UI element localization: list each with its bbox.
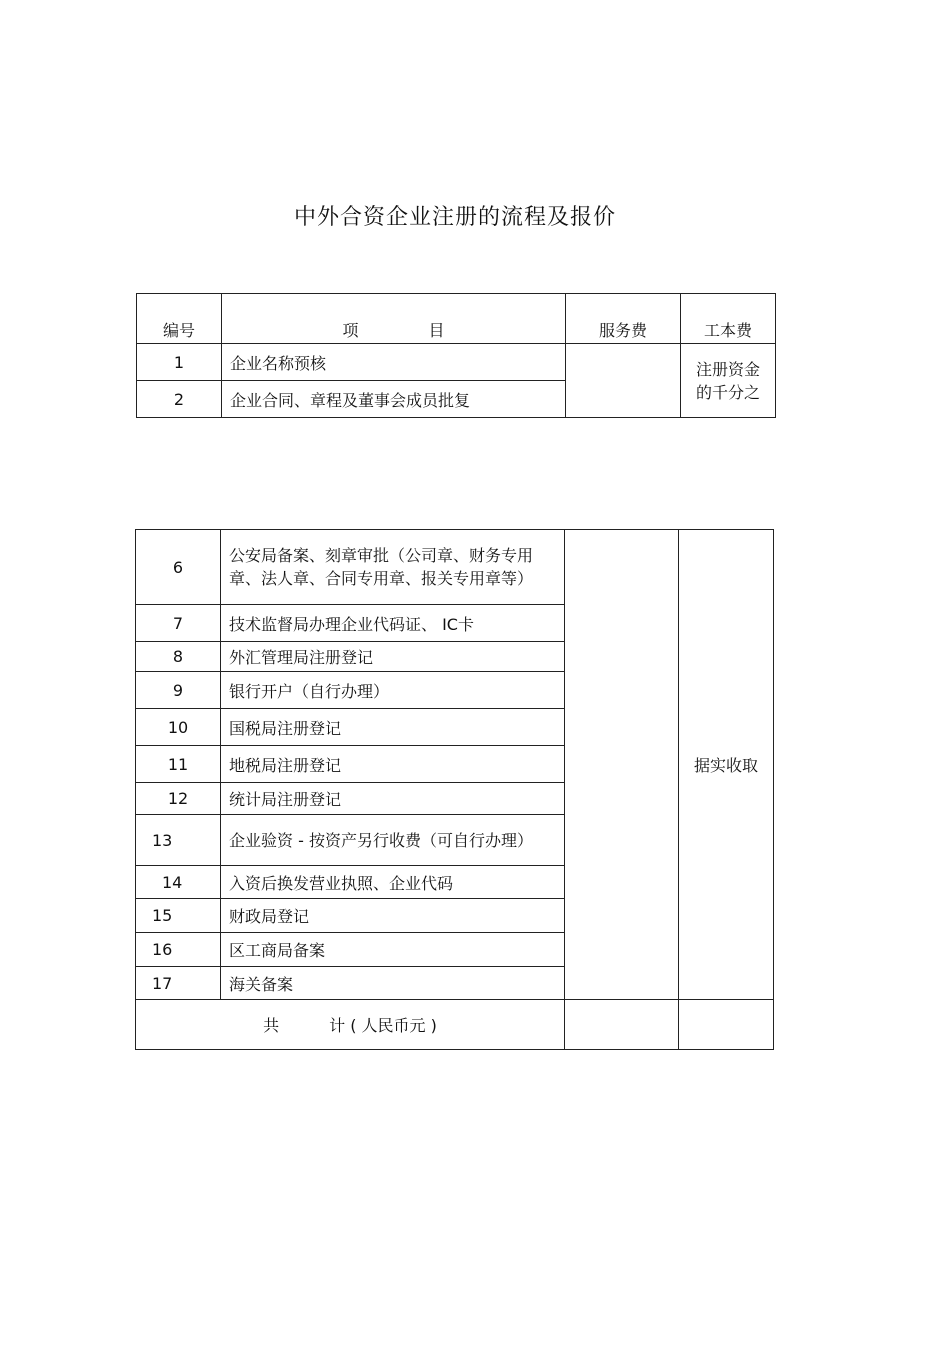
cost-note-line1: 注册资金: [695, 359, 760, 379]
row-item: 银行开户（自行办理）: [221, 672, 565, 709]
total-label: [136, 1000, 565, 1050]
row-item: 技术监督局办理企业代码证、 IC卡: [221, 605, 565, 642]
total-service-fee-cell: [565, 1000, 679, 1050]
row-item: 公安局备案、刻章审批（公司章、财务专用章、法人章、合同专用章、报关专用章等）: [221, 530, 565, 605]
header-number: 编号: [137, 294, 222, 344]
row-number: 9: [136, 672, 221, 709]
cost-fee-note: 据实收取: [679, 530, 774, 1000]
row-number: 13: [136, 815, 221, 866]
cost-fee-note: [681, 344, 776, 418]
total-label-b: 计 ( 人民币元 ): [329, 1016, 437, 1035]
row-item: 地税局注册登记: [221, 746, 565, 783]
header-item-part2: 目: [428, 321, 445, 340]
row-number: 7: [136, 605, 221, 642]
cost-note-line2: 的千分之: [695, 382, 760, 402]
row-number: 15: [136, 899, 221, 933]
row-number: 8: [136, 642, 221, 672]
row-item: 入资后换发营业执照、企业代码: [221, 866, 565, 899]
row-number: 10: [136, 709, 221, 746]
row-item: 国税局注册登记: [221, 709, 565, 746]
header-cost-fee: 工本费: [681, 294, 776, 344]
total-row: [136, 1000, 774, 1050]
row-number: 14: [136, 866, 221, 899]
row-number: 2: [137, 381, 222, 418]
total-cost-fee-cell: [679, 1000, 774, 1050]
table-row: [136, 530, 774, 605]
total-label-a: 共: [263, 1016, 280, 1035]
table-header-row: [137, 294, 776, 344]
price-table-part2: [135, 529, 774, 1050]
row-number: 17: [136, 967, 221, 1000]
header-item: [222, 294, 566, 344]
row-item: 统计局注册登记: [221, 783, 565, 815]
row-item: 企业合同、章程及董事会成员批复: [222, 381, 566, 418]
header-item-part1: 项: [342, 321, 359, 340]
row-number: 12: [136, 783, 221, 815]
table-row: [137, 344, 776, 381]
row-item: 海关备案: [221, 967, 565, 1000]
row-item: 企业名称预核: [222, 344, 566, 381]
service-fee-cell: [566, 344, 681, 418]
service-fee-cell: [565, 530, 679, 1000]
header-service-fee: 服务费: [566, 294, 681, 344]
row-number: 6: [136, 530, 221, 605]
row-number: 11: [136, 746, 221, 783]
row-item: 外汇管理局注册登记: [221, 642, 565, 672]
row-item: 区工商局备案: [221, 933, 565, 967]
row-number: 1: [137, 344, 222, 381]
price-table-part1: [136, 293, 776, 418]
row-item: 财政局登记: [221, 899, 565, 933]
row-item: 企业验资 - 按资产另行收费（可自行办理）: [221, 815, 565, 866]
page-title: 中外合资企业注册的流程及报价: [293, 205, 616, 230]
row-number: 16: [136, 933, 221, 967]
